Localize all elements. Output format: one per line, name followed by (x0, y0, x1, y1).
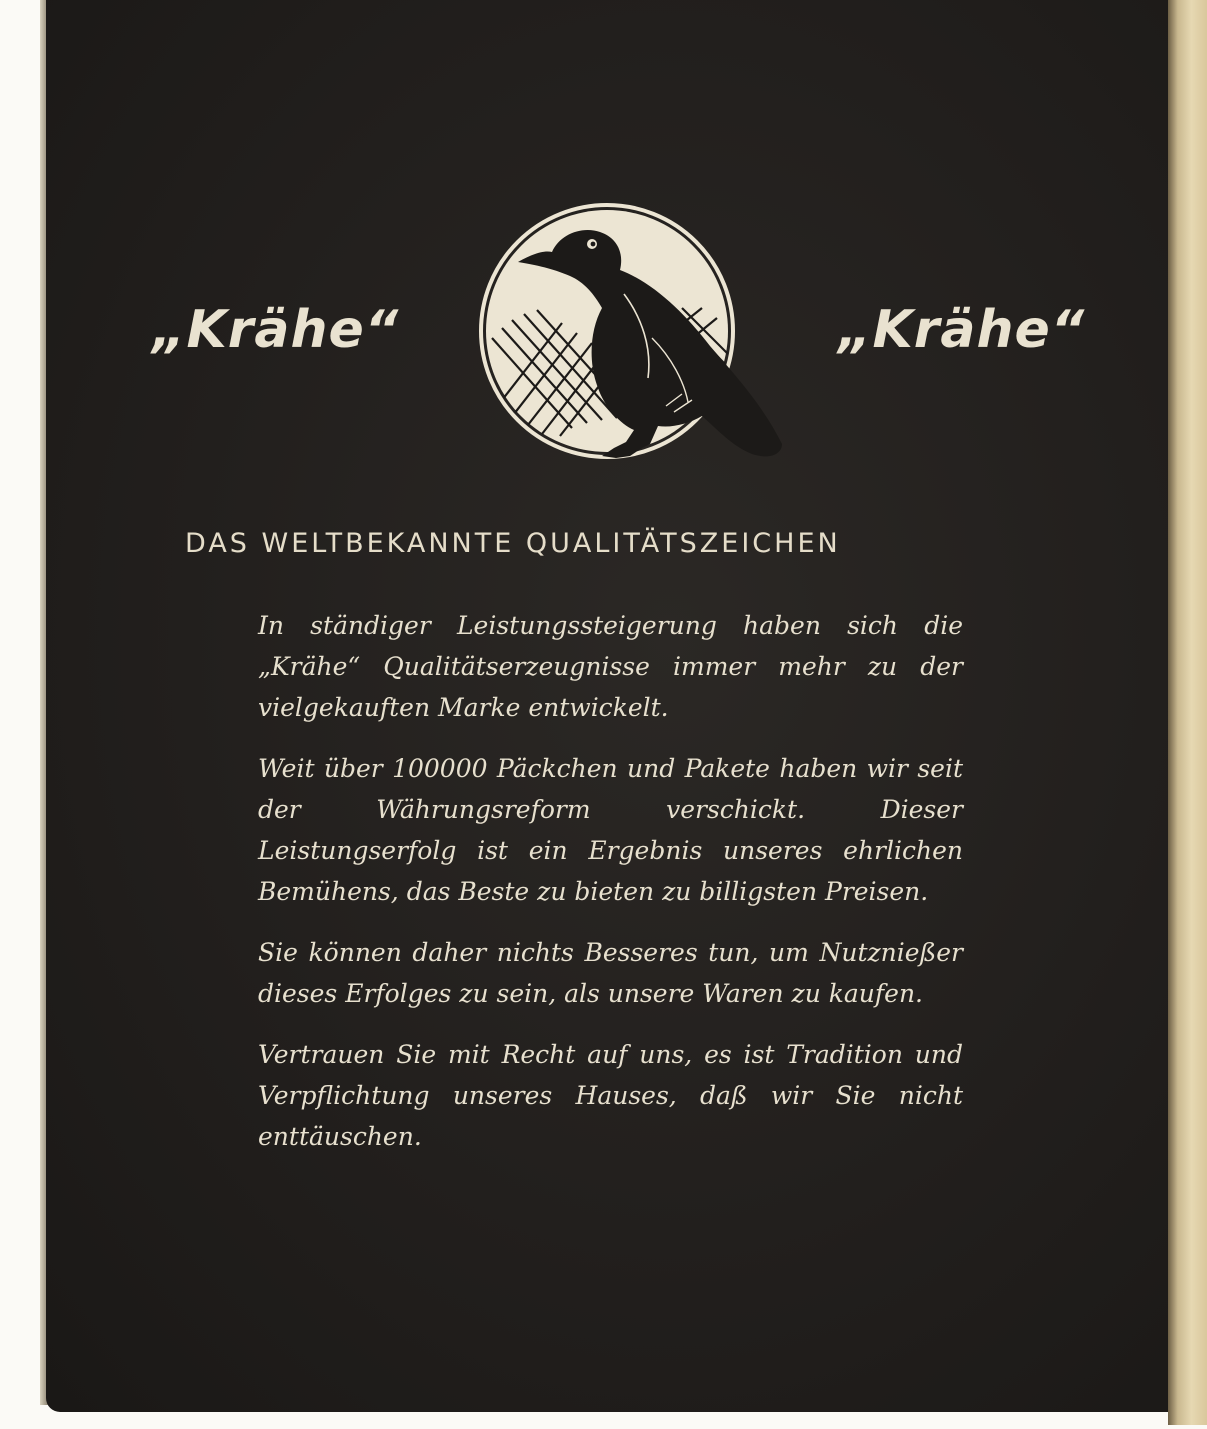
paragraph: Sie können daher nichts Besseres tun, um Nutznießer dieses Erfolges zu sein, als unsere Waren zu kaufen. (258, 938, 963, 1008)
paragraph: Weit über 100000 Päckchen und Pakete haben wir seit der Währungsreform verschickt. Dieser Leistungserfolg ist ein Ergebnis unseres ehrlichen Bemühens, das Beste zu bieten zu billigsten Preisen. (258, 754, 963, 906)
paper-edge (1168, 0, 1207, 1425)
paragraph: Vertrauen Sie mit Recht auf uns, es ist Tradition und Verpflichtung unseres Hauses, daß wir Sie nicht enttäuschen. (258, 1040, 963, 1151)
crow-emblem-icon (452, 198, 797, 473)
headline: DAS WELTBEKANNTE QUALITÄTSZEICHEN (185, 528, 841, 559)
brand-name-right: „Krähe“ (838, 300, 1086, 360)
brand-name-left: „Krähe“ (152, 300, 400, 360)
paragraph: In ständiger Leistungssteigerung haben sich die „Krähe“ Qualitätserzeugnisse immer mehr zu der vielgekauften Marke entwickelt. (258, 611, 963, 722)
body-text (258, 605, 963, 1177)
